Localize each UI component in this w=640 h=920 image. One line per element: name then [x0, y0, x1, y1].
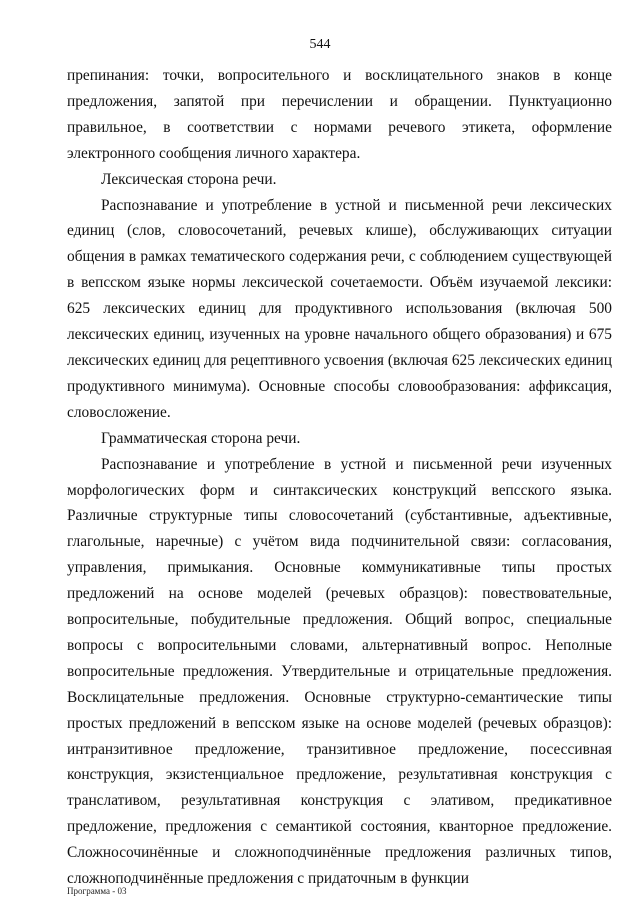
section-heading-grammar: Грамматическая сторона речи. — [101, 429, 301, 447]
footer-label: Программа - 03 — [67, 886, 127, 896]
body-text — [67, 63, 612, 892]
section-heading-lexical: Лексическая сторона речи. — [101, 170, 277, 188]
paragraph-grammar: Распознавание и употребление в устной и письменной речи изученных морфологических форм и синтаксических конструкций вепсского языка. Различные структурные типы словосочетаний (субстантивные, адъективные, глагольные, наречные) с учётом вида подчинительной связи: согласования, управления, примыкания. Основные коммуникативные типы простых предложений на основе моделей (речевых образцов): повествовательные, вопросительные, побудительные предложения. Общий вопрос, специальные вопросы с вопросительными словами, альтернативный вопрос. Неполные вопросительные предложения. Утвердительные и отрицательные предложения. Восклицательные предложения. Основные структурно-семантические типы простых предложений в вепсском языке на основе моделей (речевых образцов): интранзитивное предложение, транзитивное предложение, посессивная конструкция, экзистенциальное предложение, результативная конструкция с транслативом, результативная конструкция с элативом, предикативное предложение, предложения с семантикой состояния, кванторное предложение. Сложносочинённые и сложноподчинённые предложения различных типов, сложноподчинённые предложения с придаточным в функции — [67, 455, 612, 888]
page-number: 544 — [309, 37, 331, 52]
paragraph-continuation: препинания: точки, вопросительного и восклицательного знаков в конце предложения, запятой при перечислении и обращении. Пунктуационно правильное, в соответствии с нормами речевого этикета, оформление электронного сообщения личного характера. — [67, 67, 612, 162]
paragraph-lexical: Распознавание и употребление в устной и письменной речи лексических единиц (слов, словосочетаний, речевых клише), обслуживающих ситуации общения в рамках тематического содержания речи, с соблюдением существующей в вепсском языке нормы лексической сочетаемости. Объём изучаемой лексики: 625 лексических единиц для продуктивного использования (включая 500 лексических единиц, изученных на уровне начального общего образования) и 675 лексических единиц для рецептивного усвоения (включая 625 лексических единиц продуктивного минимума). Основные способы словообразования: аффиксация, словосложение. — [67, 196, 612, 421]
